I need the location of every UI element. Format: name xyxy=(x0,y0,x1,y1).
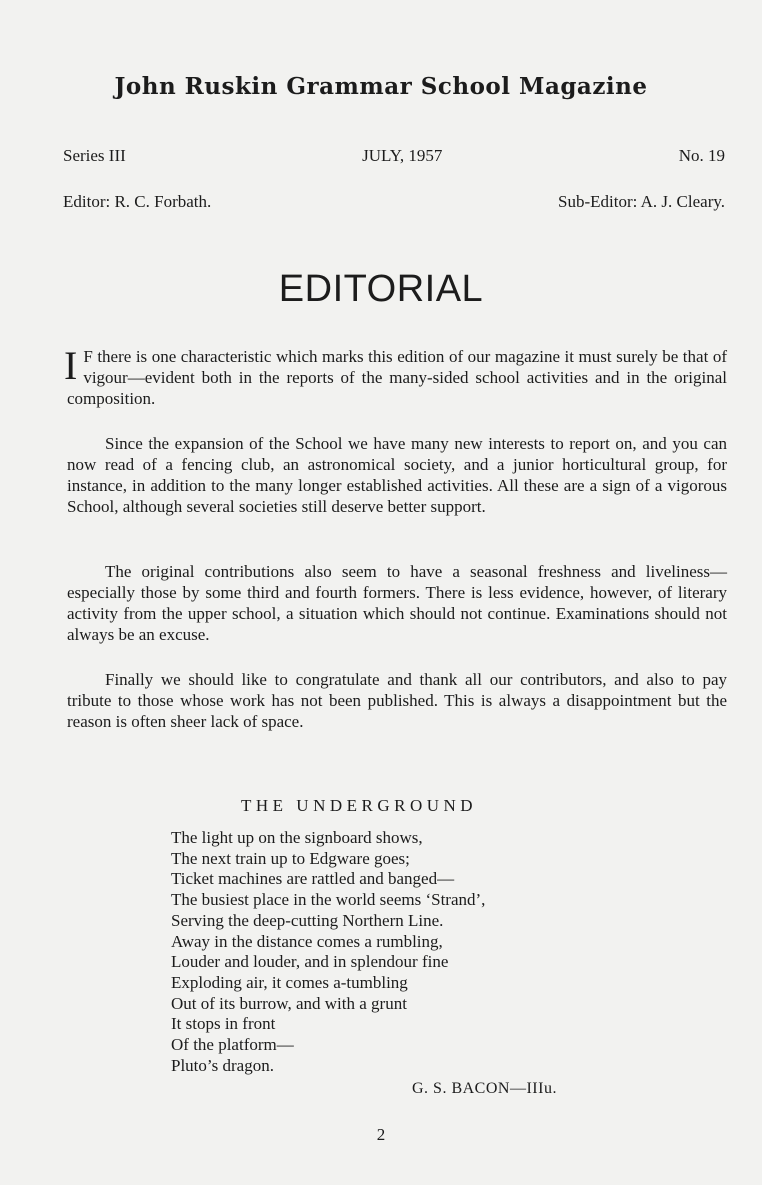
editorial-paragraph-2: Since the expansion of the School we have many new interests to report on, and you can now read of a fencing club, an astronomical society, and a junior horticultural group, for instance, in addition to the many longer established activities. All these are a sign of a vigorous School, although several societies still deserve better support. xyxy=(67,434,727,516)
page-number: 2 xyxy=(376,1125,386,1144)
poem-line: Exploding air, it comes a-tumbling xyxy=(171,972,408,992)
poem-body xyxy=(171,828,621,1076)
poem-line: Pluto’s dragon. xyxy=(171,1055,274,1075)
sub-editor-credit: Sub-Editor: A. J. Cleary. xyxy=(558,192,725,211)
poem-title: THE UNDERGROUND xyxy=(241,796,478,815)
drop-cap: I xyxy=(64,343,78,388)
poem-line: Out of its burrow, and with a grunt xyxy=(171,993,407,1013)
editorial-paragraph-3: The original contributions also seem to have a seasonal freshness and liveliness—especially those by some third and fourth formers. There is less evidence, however, of literary activity from the upper school, a situation which should not continue. Examinations should not always be an excuse. xyxy=(67,562,727,644)
poem-line: It stops in front xyxy=(171,1014,276,1034)
poem-line: The next train up to Edgware goes; xyxy=(171,848,410,868)
paragraph-text: F there is one characteristic which marks this edition of our magazine it must surely be that of vigour—evident both in the reports of the many-sided school activities and in the original composition. xyxy=(67,347,727,408)
poem-line: The light up on the signboard shows, xyxy=(171,828,423,847)
poem-line: Of the platform— xyxy=(171,1035,294,1055)
issue-number: No. 19 xyxy=(678,146,725,165)
editors-row xyxy=(63,192,725,212)
poem-line: Serving the deep-cutting Northern Line. xyxy=(171,910,444,930)
poem-line: The busiest place in the world seems ‘Strand’, xyxy=(171,890,486,910)
issue-date: JULY, 1957 xyxy=(362,146,443,165)
poem-line: Louder and louder, and in splendour fine xyxy=(171,952,449,972)
poem-author: G. S. BACON—IIIu. xyxy=(412,1080,557,1097)
editor-credit: Editor: R. C. Forbath. xyxy=(63,192,212,211)
poem-line: Ticket machines are rattled and banged— xyxy=(171,869,455,889)
editorial-paragraph-1 xyxy=(64,343,727,409)
editorial-heading: EDITORIAL xyxy=(278,268,484,310)
poem-line: Away in the distance comes a rumbling, xyxy=(171,931,443,951)
series-label: Series III xyxy=(63,146,126,165)
editorial-paragraph-4: Finally we should like to congratulate and thank all our contributors, and also to pay tribute to those whose work has not been published. This is always a disappointment but the reason is often sheer lack of space. xyxy=(67,670,727,731)
magazine-masthead: John Ruskin Grammar School Magazine xyxy=(114,73,648,100)
issue-info-row xyxy=(63,146,725,166)
